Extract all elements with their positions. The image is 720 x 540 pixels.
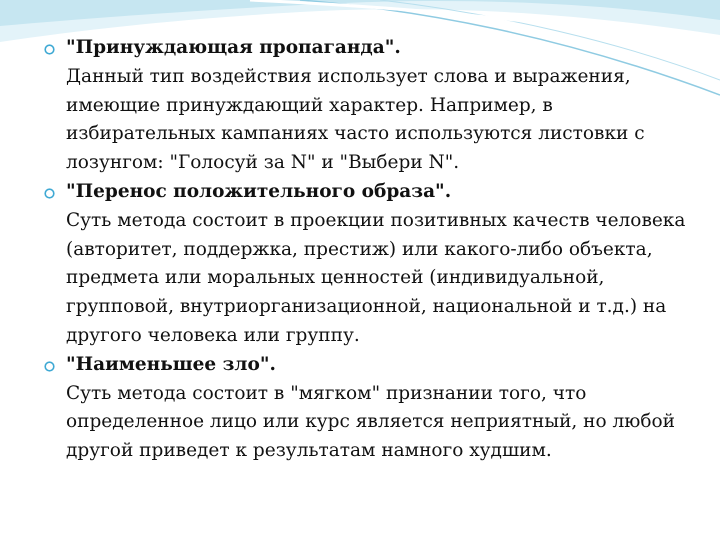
circle-bullet-icon xyxy=(44,44,55,55)
circle-bullet-icon xyxy=(44,188,55,199)
item-text: Суть метода состоит в проекции позитивных качеств человека (авторитет, поддержка, престиж) или какого-либо объекта, предмета или моральных ценностей (индивидуальной, групповой, внутриорганизационной, национальной и т.д.) на другого человека или группу. xyxy=(66,209,686,346)
circle-bullet-icon xyxy=(44,361,55,372)
item-text: Данный тип воздействия использует слова и выражения, имеющие принуждающий характер. Например, в избирательных кампаниях часто используются листовки с лозунгом: "Голосуй за N" и "Выбери N". xyxy=(66,65,645,174)
list-item xyxy=(44,178,704,351)
slide-content xyxy=(44,34,704,466)
item-heading: "Принуждающая пропаганда". xyxy=(66,37,401,58)
item-heading: "Наименьшее зло". xyxy=(66,353,276,375)
list-item xyxy=(44,351,704,466)
item-text: Суть метода состоит в "мягком" признании того, что определенное лицо или курс является неприятный, но любой другой приведет к результатам намного худшим. xyxy=(66,382,676,462)
item-heading: "Перенос положительного образа". xyxy=(66,180,452,202)
list-item xyxy=(44,34,704,178)
